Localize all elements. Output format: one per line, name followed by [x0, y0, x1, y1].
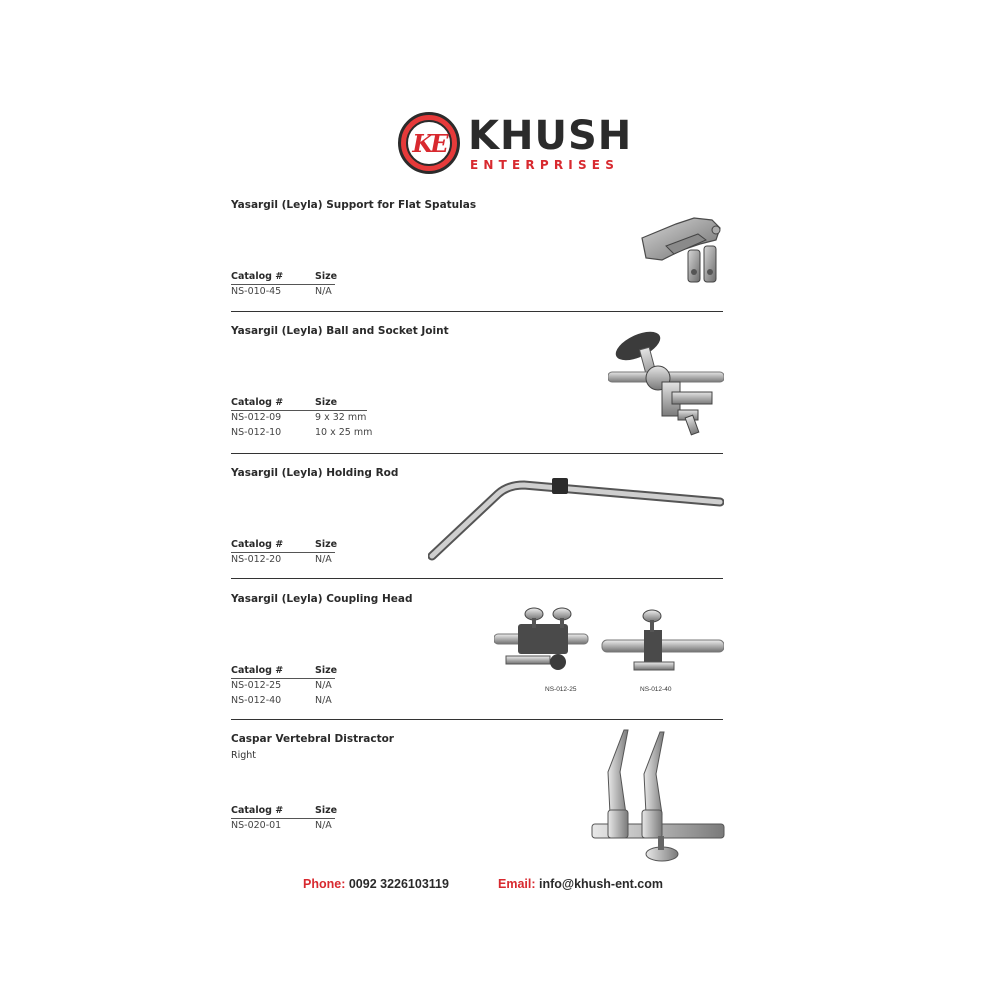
image-caption: NS-012-25 — [545, 686, 577, 693]
catalog-header: Catalog # — [231, 665, 284, 676]
ball-socket-joint-icon — [608, 322, 724, 438]
size-header: Size — [315, 271, 338, 282]
size-value: N/A — [315, 680, 332, 691]
email-label: Email: — [498, 877, 536, 891]
section-divider — [231, 311, 723, 312]
section-divider — [231, 719, 723, 720]
product-title: Caspar Vertebral Distractor — [231, 733, 394, 745]
product-title: Yasargil (Leyla) Support for Flat Spatulas — [231, 199, 477, 211]
holding-rod-icon — [428, 474, 724, 564]
catalog-number: NS-012-40 — [231, 695, 282, 706]
catalog-header: Catalog # — [231, 805, 284, 816]
section-divider — [231, 453, 723, 454]
product-title: Yasargil (Leyla) Holding Rod — [231, 467, 399, 479]
size-header: Size — [315, 665, 338, 676]
coupling-head-icon — [494, 606, 724, 682]
email-address[interactable]: info@khush-ent.com — [539, 877, 663, 891]
spatula-support-icon — [636, 210, 726, 286]
catalog-number: NS-012-25 — [231, 680, 282, 691]
product-title: Yasargil (Leyla) Ball and Socket Joint — [231, 325, 449, 337]
company-logo — [398, 112, 633, 176]
section-divider — [231, 578, 723, 579]
catalog-number: NS-010-45 — [231, 286, 282, 297]
size-header: Size — [315, 397, 338, 408]
catalog-header: Catalog # — [231, 397, 284, 408]
catalog-header: Catalog # — [231, 271, 284, 282]
contact-phone — [303, 877, 449, 891]
catalog-number: NS-012-10 — [231, 427, 282, 438]
logo-emblem — [398, 112, 460, 174]
product-subtitle: Right — [231, 750, 257, 761]
size-value: N/A — [315, 554, 332, 565]
catalog-number: NS-012-20 — [231, 554, 282, 565]
logo-monogram: KE — [412, 128, 446, 158]
brand-name: KHUSH — [468, 113, 633, 159]
brand-tagline: ENTERPRISES — [470, 158, 620, 172]
size-value: 10 x 25 mm — [315, 427, 373, 438]
phone-label: Phone: — [303, 877, 346, 891]
contact-email — [498, 877, 663, 891]
size-header: Size — [315, 805, 338, 816]
size-value: 9 x 32 mm — [315, 412, 367, 423]
size-value: N/A — [315, 820, 332, 831]
product-title: Yasargil (Leyla) Coupling Head — [231, 593, 413, 605]
size-value: N/A — [315, 695, 332, 706]
phone-number[interactable]: 0092 3226103119 — [348, 877, 449, 891]
catalog-number: NS-020-01 — [231, 820, 282, 831]
size-value: N/A — [315, 286, 332, 297]
image-caption: NS-012-40 — [640, 686, 672, 693]
size-header: Size — [315, 539, 338, 550]
catalog-header: Catalog # — [231, 539, 284, 550]
catalog-number: NS-012-09 — [231, 412, 282, 423]
vertebral-distractor-icon — [586, 728, 726, 870]
